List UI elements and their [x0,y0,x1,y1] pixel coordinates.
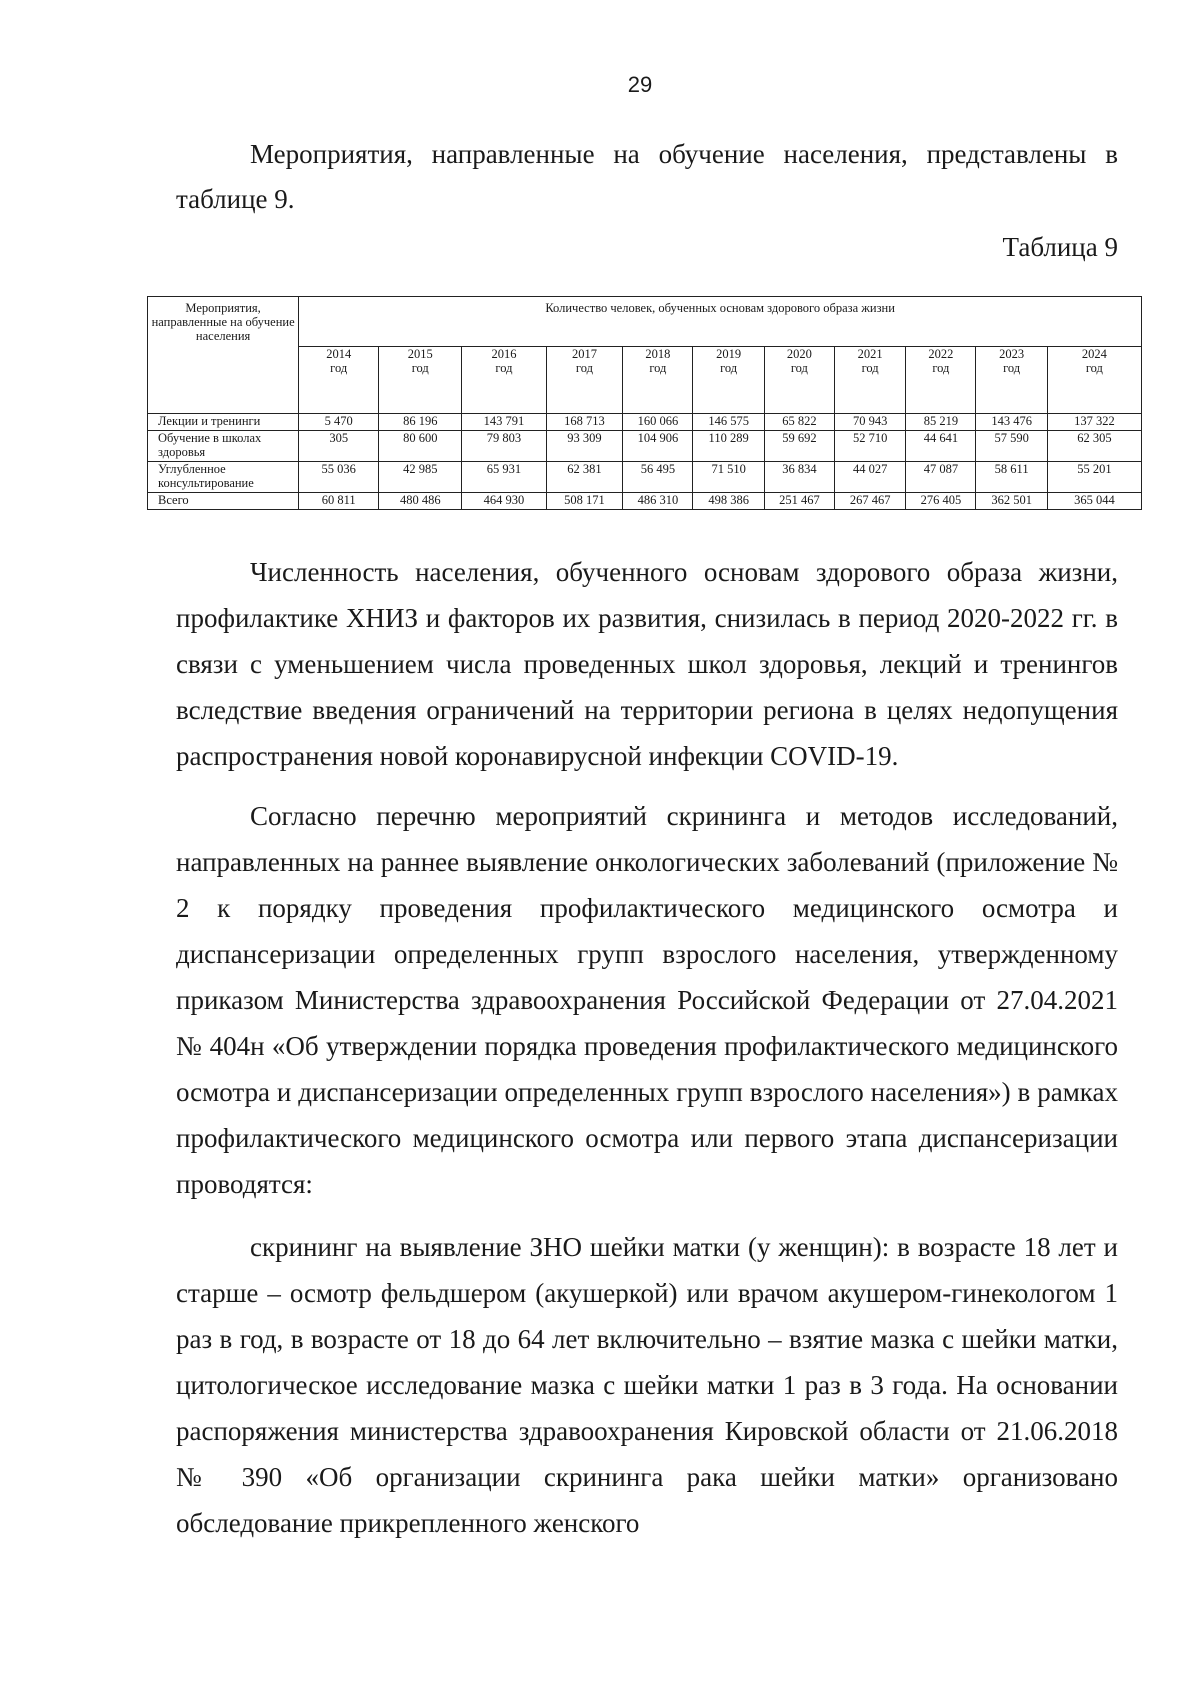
table-cell: 480 486 [379,493,462,510]
table-header-group: Количество человек, обученных основам здорового образа жизни [299,297,1142,347]
row-label: Всего [148,493,299,510]
year-value: 2015 [407,346,433,361]
year-value: 2014 [326,346,352,361]
table-cell: 71 510 [693,462,764,493]
table-cell: 464 930 [462,493,546,510]
table-cell: 104 906 [623,431,693,462]
table-year-header [834,346,905,413]
table-cell: 42 985 [379,462,462,493]
year-unit: год [575,360,593,375]
table-cell: 52 710 [834,431,905,462]
table-cell: 160 066 [623,414,693,431]
table-row [148,431,1142,462]
table-cell: 55 201 [1047,462,1141,493]
table-body [148,414,1142,510]
table-year-header [764,346,834,413]
table-cell: 137 322 [1047,414,1141,431]
table-cell: 80 600 [379,431,462,462]
table-year-header [299,346,379,413]
table-cell: 508 171 [546,493,623,510]
table-header-activities: Мероприятия, направленные на обучение населения [148,297,299,414]
table-year-header [379,346,462,413]
table-cell: 267 467 [834,493,905,510]
year-value: 2017 [571,346,597,361]
table-cell: 276 405 [906,493,976,510]
table-row [148,414,1142,431]
table-cell: 168 713 [546,414,623,431]
table-cell: 56 495 [623,462,693,493]
table-cell: 85 219 [906,414,976,431]
table-cell: 60 811 [299,493,379,510]
table-cell: 79 803 [462,431,546,462]
year-unit: год [1003,360,1021,375]
year-value: 2023 [999,346,1025,361]
table-cell: 143 791 [462,414,546,431]
year-value: 2021 [857,346,883,361]
table-cell: 58 611 [976,462,1047,493]
table-cell: 44 641 [906,431,976,462]
table-cell: 110 289 [693,431,764,462]
table-cell: 36 834 [764,462,834,493]
year-value: 2022 [928,346,954,361]
training-table [147,296,1142,510]
table-cell: 486 310 [623,493,693,510]
table-cell: 57 590 [976,431,1047,462]
row-label: Углубленное консультирование [148,462,299,493]
year-value: 2024 [1081,346,1107,361]
year-value: 2019 [716,346,742,361]
table-year-header [1047,346,1141,413]
table-cell: 47 087 [906,462,976,493]
table-cell: 365 044 [1047,493,1141,510]
row-label: Обучение в школах здоровья [148,431,299,462]
table-year-header [462,346,546,413]
table-cell: 62 381 [546,462,623,493]
year-unit: год [932,360,950,375]
year-unit: год [1085,360,1103,375]
year-unit: год [495,360,513,375]
paragraph-population-trained: Численность населения, обученного основам здорового образа жизни, профилактике ХНИЗ и факторов их развития, снизилась в период 2020-2022 гг. в связи с уменьшением числа проведенных школ здоровья, лекций и тренингов вследствие введения ограничений на территории региона в целях недопущения распространения новой коронавирусной инфекции COVID-19. [176,557,1118,771]
table-cell: 143 476 [976,414,1047,431]
table-row [148,462,1142,493]
year-value: 2016 [491,346,517,361]
table-cell: 146 575 [693,414,764,431]
paragraph-cervical-screening: скрининг на выявление ЗНО шейки матки (у женщин): в возрасте 18 лет и старше – осмотр фельдшером (акушеркой) или врачом акушером-гинекологом 1 раз в год, в возрасте от 18 до 64 лет включительно – взятие мазка с шейки матки, цитологическое исследование мазка с шейки матки 1 раз в 3 года. На основании распоряжения министерства здравоохранения Кировской области от 21.06.2018 № 390 «Об организации скрининга рака шейки матки» организовано обследование прикрепленного женского [176,1232,1118,1538]
table-row [148,493,1142,510]
year-unit: год [790,360,808,375]
year-unit: год [411,360,429,375]
table-cell: 251 467 [764,493,834,510]
table-cell: 55 036 [299,462,379,493]
year-value: 2020 [786,346,812,361]
year-value: 2018 [645,346,671,361]
table-cell: 305 [299,431,379,462]
table-cell: 5 470 [299,414,379,431]
table-cell: 65 931 [462,462,546,493]
table-cell: 362 501 [976,493,1047,510]
year-unit: год [330,360,348,375]
table-year-header [623,346,693,413]
table-cell: 62 305 [1047,431,1141,462]
table-year-header [906,346,976,413]
table-cell: 70 943 [834,414,905,431]
table-caption: Таблица 9 [1002,232,1118,262]
row-label: Лекции и тренинги [148,414,299,431]
page-number: 29 [627,72,653,97]
table-year-header [693,346,764,413]
table-cell: 59 692 [764,431,834,462]
year-unit: год [720,360,738,375]
table-cell: 86 196 [379,414,462,431]
intro-paragraph: Мероприятия, направленные на обучение населения, представлены в таблице 9. [176,139,1118,214]
table-cell: 93 309 [546,431,623,462]
paragraph-screening-list: Согласно перечню мероприятий скрининга и методов исследований, направленных на раннее выявление онкологических заболеваний (приложение № 2 к порядку проведения профилактического медицинского осмотра и диспансеризации определенных групп взрослого населения, утвержденному приказом Министерства здравоохранения Российской Федерации от 27.04.2021 № 404н «Об утверждении порядка проведения профилактического медицинского осмотра и диспансеризации определенных групп взрослого населения») в рамках профилактического медицинского осмотра или первого этапа диспансеризации проводятся: [176,801,1118,1199]
table-cell: 44 027 [834,462,905,493]
table-year-header [976,346,1047,413]
table-year-header [546,346,623,413]
table-cell: 498 386 [693,493,764,510]
year-unit: год [649,360,667,375]
year-unit: год [861,360,879,375]
table-cell: 65 822 [764,414,834,431]
